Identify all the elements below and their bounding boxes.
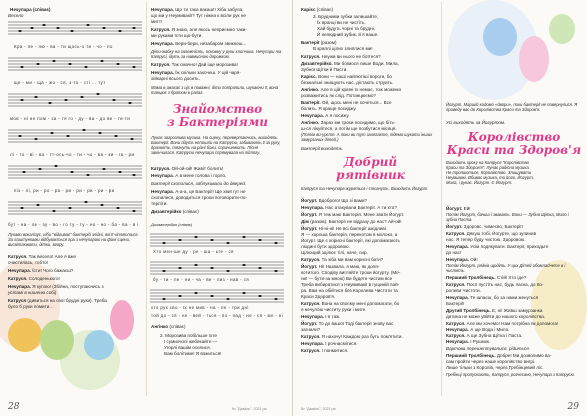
dialogue-line: Катруся. Вона на своєму мені допомагати, бо bbox=[301, 301, 400, 306]
dialogue-line: Ангінко (співає) bbox=[151, 324, 186, 329]
lyric-row: мов - ні не пом - за - тя го - ду - ва - до ве - ти-ти bbox=[10, 116, 131, 121]
dialogue-line-cont: котитого. Сподіву вигляйте трохи йогурту. (Ме- bbox=[301, 270, 401, 275]
dialogue-line: Йогурт. Я теж маю Бактерія. Мене звати Йогурт. bbox=[301, 212, 405, 217]
dialogue-line: Нечупара. А я посижу. bbox=[301, 113, 350, 118]
tempo-mark: Весело bbox=[8, 13, 24, 18]
dialogue-line: Катруся. Солоденького! bbox=[8, 276, 60, 281]
dialogue-line: Нечупара. І Рушник. bbox=[446, 339, 491, 344]
dialogue-line: Нечупара. І рочнасмітися. bbox=[301, 341, 358, 346]
section-title-line: Королівство bbox=[467, 130, 561, 144]
stage-direction: Лунає загрозлива музика. На сцену, перевертаючись, виходять Бактерії. Вони йдуть непошли на Катрусю, забивають її за руку, дразнять, тягнуть на різні боки, спричиняють. Пісня закінчилася. Катрусю Нечупара спрямувала на підлогу. bbox=[151, 135, 281, 155]
dialogue-line-cont: митт! bbox=[151, 19, 163, 24]
music-staff bbox=[150, 290, 284, 302]
character-illustration bbox=[8, 318, 42, 352]
dialogue-line: Бактерії (разом) bbox=[301, 40, 337, 45]
dialogue-line: Йогурт. Здоровс, чимесво, Бактерії! bbox=[446, 224, 523, 229]
dialogue-line: Йогурт. Ні! Назвала, я маю, як доля- bbox=[301, 264, 380, 269]
dialogue-line-cont: безжальні знищують нас, дістають струить. bbox=[301, 80, 394, 85]
stage-direction: (Потім ви-урєте. А поки ви тут залягаєте, підемо шукати інших замурзаних дітей.) bbox=[301, 132, 433, 142]
dialogue-line-cont: ра. Вам на обійтися без Королева Чистоти та bbox=[301, 288, 398, 293]
music-staff bbox=[8, 202, 142, 214]
lyric-row: Хто мен-ше ду - ре - ша - ьте - ся bbox=[153, 249, 234, 254]
page-number: 29 bbox=[567, 402, 579, 412]
lyric-row: Кра - пе - лю - ва - ти щось-о ти - чо - по bbox=[14, 44, 113, 49]
dialogue-line: Катруся. Посп пустіть нас, будь ласка, до Ко- bbox=[446, 282, 544, 287]
dialogue-line: Нечупара. Те шпаєш, бо за нами женуться bbox=[446, 295, 539, 300]
dialogue-line-cont: Лише тільки з Королів, через Гребінцевий ліс. bbox=[446, 365, 544, 370]
dialogue-line: Катруся. Але ми хочемо! Нам потрібна їм допомога! bbox=[446, 321, 559, 326]
dialogue-line: Катруся. Я знаю, але якось неприємно таки- bbox=[151, 27, 247, 32]
lyric-row: той до - ся - не - вей - ться - по - пад - не - ся - ме - ні bbox=[151, 313, 284, 318]
dialogue-line-cont: болить. Я краще посиджу. bbox=[301, 106, 357, 111]
verse-line: 3. Брудними зубки залишайте, bbox=[313, 14, 379, 19]
stage-direction: Виходить кроку на Катруся "Королівство Краси та Здоров'я". Лунає радісна музика. Не тропиються, Королівство. Злищувати Неумивакі. Вбиває музика, то його, Йогурт, Мила, і рукає. Йогурт. Є Йогурт. bbox=[446, 160, 534, 185]
lyric-row: піз - лі, ри - ро - ра - ри - ри - ри - ри - ри bbox=[14, 188, 115, 193]
dialogue-line: Нечупара. Ой! bbox=[446, 257, 478, 262]
dialogue-line: Дизавтерійко. Ми боїмося лише Води, Мила, bbox=[301, 61, 399, 66]
dialogue-line: Катруся. Так весело! Але я вже bbox=[8, 254, 76, 259]
section-title bbox=[150, 103, 285, 129]
dialogue-line-cont: ролеви Чистоти. bbox=[446, 288, 481, 293]
lyric-row: хто рук сво - їх не мив - на - ле - три дні bbox=[151, 305, 249, 310]
stage-direction: Потім Йогурт, бачиш і звавить. Вони — Зубна Щітка, Мило і зубна Паста. bbox=[446, 212, 569, 222]
dialogue-line: Катруся. Ой-ой-ой! Живіт болить! bbox=[151, 166, 224, 171]
lyric-row: лі - то - ві - ва - тт-ось-чо - ти - чо - ва - ки - га - ри bbox=[10, 152, 135, 157]
dialogue-line-cont: людині бути здоровою. bbox=[301, 244, 350, 249]
dialogue-line: Катруся. А ще Зубна Щітка і Паста. bbox=[446, 333, 523, 338]
dialogue-line: Катруся. Та хіба ми вам корисні бати? bbox=[301, 257, 384, 262]
sheet-music bbox=[8, 20, 143, 245]
dialogue-line-cont: Краси Здоров'я. bbox=[301, 294, 336, 299]
stage-direction: Лукаво вокалізує, ніби "відгиває" бактерій злідні, які її чіпляються. За лаштунками відбувається гра з нечупарою на фоні сцени, висвітлювати, дітки, вгору. bbox=[8, 232, 139, 247]
dialogue-line: Нечупара. Їсти! Чого бажаєш? bbox=[8, 268, 74, 273]
music-staff bbox=[8, 94, 142, 106]
left-page bbox=[0, 0, 293, 416]
dialogue-line-cont: до нас! bbox=[446, 250, 462, 255]
lyric-row: ще - ми - ща - жо - ся, з-то - сті ... тут bbox=[14, 80, 106, 85]
dialogue-line: Карієс (співає) bbox=[301, 7, 334, 12]
dialogue-line: Йогурт. Вдоброго! Що зі вами? bbox=[301, 198, 368, 203]
stage-direction: Бактерії виходять. bbox=[301, 146, 344, 151]
dialogue-line: Йогурт. То до вашої Тоді бактерії знову вас bbox=[301, 321, 394, 326]
stage-direction: Гребінці пропускають, Катруся, розчесано, Нечупара з Катрусю. bbox=[446, 372, 575, 377]
dialogue-line-cont: було б руки помити... bbox=[8, 304, 54, 309]
dialogue-line: Йогурт. Ей! bbox=[446, 206, 471, 211]
dialogue-line-cont: сам пройти через наше королівство вигрі. bbox=[446, 359, 536, 364]
lyric-row: бут - на - ле - зу - во - го ту - ту - но - но - ба - ва - в і bbox=[8, 222, 139, 227]
dialogue-line: Нечупара. А ще Вода і Мило. bbox=[446, 327, 510, 332]
verse-line: Й нелюдний зубик, й я ваше. bbox=[317, 32, 379, 37]
sheet-heading: Нечупара (співає) bbox=[10, 7, 51, 12]
dialogue-line: Катруся. Неужи ви нього не боїтеся? bbox=[301, 54, 381, 59]
dialogue-line: Нечупара. Нас атакували Бактерії. А ти хто? bbox=[301, 205, 397, 210]
music-staff bbox=[8, 130, 142, 142]
dialogue-line: Катруся. І понмитися. bbox=[301, 348, 349, 353]
verse-line: 2. Морозива побільше їхте bbox=[160, 333, 217, 338]
section-title-line: Добрий bbox=[343, 155, 398, 169]
dialogue-line: Катруся. Я нахочу! Каждою раз буть пом'ятити. bbox=[301, 334, 403, 339]
dialogue-line-cont: що ми у Неумивакії? Тут ніжна к всіли рук не bbox=[151, 13, 246, 18]
sheet-heading: Дизавтерійко (співає) bbox=[151, 222, 193, 227]
dialogue-line: Карієс. Вони — наші найлютіші вороги, бо bbox=[301, 74, 392, 79]
character-illustration bbox=[40, 320, 74, 360]
character-illustration bbox=[84, 330, 114, 360]
dialogue-line: Нечупара. Їж скільки захочеш. У цій чаря- bbox=[151, 70, 241, 75]
dialogue-line: Бактерії. Ой, щось мені не хочеться... Все bbox=[301, 100, 392, 105]
dialogue-line-cont: терпіти. bbox=[151, 201, 168, 206]
dialogue-line-cont: ш-ся лікуйтеся, а потім ще позбутися місяця. bbox=[301, 126, 397, 131]
column-divider bbox=[441, 2, 442, 396]
dialogue-line-cont: дитина не може увійти до нашого королівства. bbox=[446, 314, 546, 319]
music-staff bbox=[8, 58, 142, 70]
section-title-line: Знайомство bbox=[172, 102, 263, 116]
dialogue-line-cont: очистилась, тобто! bbox=[8, 260, 48, 265]
page-number: 28 bbox=[8, 402, 20, 412]
music-staff bbox=[8, 166, 142, 178]
dialogue-line: Дизавтерійко (співає) bbox=[151, 209, 199, 214]
dialogue-line-cont: я нечулою чиститу руки і мите. bbox=[301, 307, 367, 312]
section-title-line: Краси та Здоров'я bbox=[446, 143, 582, 157]
decor-blob bbox=[531, 260, 587, 350]
dialogue-line-cont: Бактерії! bbox=[446, 301, 465, 306]
dialogue-line: Нечупара. Що ти така вакаш!! Хіба забула, bbox=[151, 7, 244, 12]
dialogue-line: Нечупара. Усім подякувати. Бактерії, приходьте bbox=[446, 244, 549, 249]
dialogue-line: Нечупара. Я купою! (Збійна, поступаючись з bbox=[8, 284, 104, 289]
dialogue-line: Нечупара. Бери-бери, незабаром звикнеш... bbox=[151, 41, 247, 46]
music-staff bbox=[8, 22, 142, 34]
character-illustration bbox=[549, 14, 575, 44]
dialogue-line-cont: Треба вибиратися з Неумивакії в гущиній пай- bbox=[301, 282, 400, 287]
dialogue-line-cont: схопилися, доводиться трохи поговорити-по- bbox=[151, 195, 247, 200]
section-title-line: рятівник bbox=[336, 168, 405, 182]
verse-line: Угорлі вашім оселися. bbox=[164, 345, 211, 350]
character-illustration bbox=[110, 300, 134, 340]
verse-line: Вам болітиме! Я вожиться! bbox=[164, 351, 222, 356]
dialogue-line-cont: загнали? bbox=[301, 327, 321, 332]
dialogue-line-cont: Йогурт. Ще є корисні бактерії, які допомагають bbox=[301, 238, 400, 243]
dialogue-line-cont: Цілющий зцілює тілі, наче, сир. bbox=[301, 250, 368, 255]
page-footer: № "Джміль", 2021 рік bbox=[301, 407, 336, 411]
stage-direction: Діти-жабку на залежність, основну у руки хлопчика. Нечупари та Катрусі, ідуть за навмисною дорожкою. bbox=[151, 49, 282, 59]
dialogue-line-cont: хійкарні всього досить. bbox=[151, 76, 200, 81]
page-footer: № "Джміль", 2021 рік bbox=[232, 407, 267, 411]
stage-direction: Потім Йогурт, рядків щодіть. У цих Дітей обомлайчете в і чистять. bbox=[446, 263, 566, 273]
dialogue-line-cont: Зубної Щітки й Пасти. bbox=[301, 67, 348, 72]
dialogue-line: Першиий Тролбінець. Добре! Ми дозволимо ва- bbox=[446, 353, 552, 358]
dialogue-line-cont: ни! — бути-за мною) Ви будете чистим все bbox=[301, 276, 393, 281]
dialogue-line-cont: нас. Я тепер буду чистою. Здоровою. bbox=[446, 237, 526, 242]
dialogue-line-cont: ми руками їсти що-бути. bbox=[151, 33, 203, 38]
right-page bbox=[293, 0, 587, 416]
dialogue-line: Катруся (дивиться на свої брудні руки). Треба bbox=[8, 298, 107, 303]
music-staff bbox=[150, 234, 284, 246]
dialogue-line: Йогурт. Ні-ні-ні! Не всі бактерії шкідливі. bbox=[301, 226, 388, 231]
character-illustration bbox=[519, 36, 549, 82]
section-title-line: з Бактеріями bbox=[167, 115, 268, 129]
column-divider bbox=[146, 2, 147, 396]
stage-direction: Бактерії схопилися, заблукивали до дверей. bbox=[151, 181, 247, 186]
dialogue-line: Нечупара. А в мене голова і горло. bbox=[151, 173, 227, 178]
dialogue-line-cont: Я — хороша бактерія, перекотом в молоко, а bbox=[301, 232, 398, 237]
stage-direction: Вартова перешептувалися, рідиться. bbox=[446, 346, 530, 351]
dialogue-line: Катруся. Дякую тобі, Йогурте, що зупинив bbox=[446, 231, 537, 236]
dialogue-line: Ангінко. Зараз ми трохи посидимо, що біть- bbox=[301, 120, 396, 125]
dialogue-line: Другий Тролбінець. Е, ні! Живш замурзанка bbox=[446, 308, 543, 313]
dialogue-line: Ангінко. Але в цій країні їх немає, тож можемо bbox=[301, 87, 402, 92]
verse-line: Хай будуть чорні та брудні, bbox=[317, 26, 375, 31]
dialogue-line-cont: розважитись як слід. Потанцюємо? bbox=[301, 93, 376, 98]
music-staff bbox=[150, 262, 284, 274]
lyric-row: бу - ти - ле - ни - ча - ве - лиз - нав - ся bbox=[153, 277, 250, 282]
dialogue-line: Дім (разом). Бактерії не відразу до нас? Ай-ой! bbox=[301, 219, 402, 224]
section-title bbox=[303, 156, 438, 182]
dialogue-line-cont: устамі в кишеню собі) bbox=[8, 290, 57, 295]
stage-direction: Мама в змахає з ціс в поважні, діти потрапили, шукаючи її, вона танцює з братом в рапаг. bbox=[151, 85, 279, 95]
dialogue-line: Нечупара. А-а-а, це Бактерії! Ще хвиї гут не bbox=[151, 189, 246, 194]
verse-line: В краплі цілих злиплися ми! bbox=[313, 46, 373, 51]
section-title bbox=[445, 131, 583, 157]
dialogue-line: Першиий Тролбінець. Стій! Хто іде? bbox=[446, 275, 527, 280]
stage-direction: Катруся та Нечупара журяться і стогнуть. Виходить Йогурт. bbox=[301, 186, 429, 191]
stage-direction: Йогурт. Маршій кодомо «двори», поки бактерії не повернулися. Я проведу вас до Королівства Краси та Здоров'я. bbox=[446, 102, 578, 112]
stage-direction: Усі виходять за Йогуртом. bbox=[446, 120, 506, 125]
character-illustration bbox=[483, 18, 517, 56]
dialogue-line: Нечупара. І я таж. bbox=[301, 314, 341, 319]
verse-line: І сумихчолі жебекайте — bbox=[164, 339, 218, 344]
dialogue-line: Катруся. Так смачно! Дай іще морозива! bbox=[151, 62, 238, 67]
verse-line: Їх вранці ви не чистіть, bbox=[317, 20, 366, 25]
